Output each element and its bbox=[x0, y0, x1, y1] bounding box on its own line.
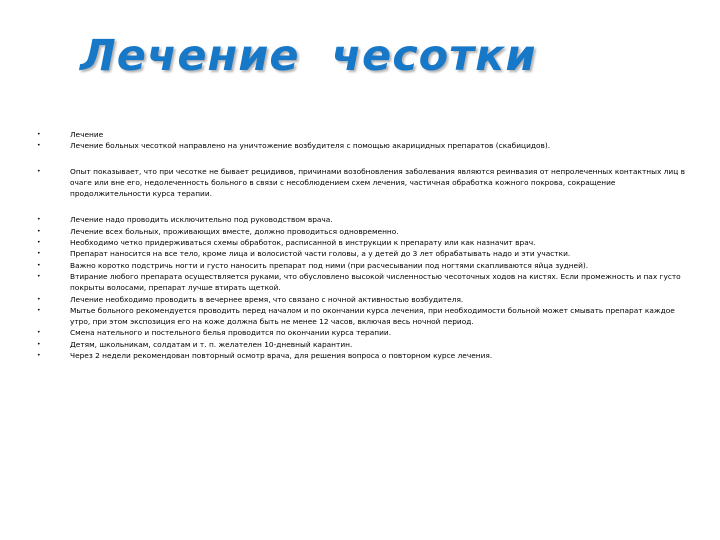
bullet-dot-icon: • bbox=[37, 239, 41, 247]
bullet-item bbox=[37, 305, 687, 328]
bullet-text: Необходимо четко придерживаться схемы обработок, расписанной в инструкции к препарату или как назначит врач. bbox=[70, 238, 536, 248]
bullet-item bbox=[37, 294, 687, 305]
bullet-item bbox=[37, 260, 687, 271]
bullet-list bbox=[37, 129, 687, 361]
bullet-item bbox=[37, 271, 687, 294]
bullet-text: Опыт показывает, что при чесотке не бывает рецидивов, причинами возобновления заболевания являются реинвазия от непролеченных контактных лиц в очаге или вне его, недолеченность больного в связи с несоблюдением схем лечения, частичная обработка кожного покрова, сокращение продолжительности курса терапии. bbox=[70, 166, 685, 199]
bullet-dot-icon: • bbox=[37, 295, 41, 303]
bullet-text: Препарат наносится на все тело, кроме лица и волосистой части головы, а у детей до 3 лет обрабатывать надо и эти участки. bbox=[70, 249, 571, 259]
bullet-item bbox=[37, 226, 687, 237]
bullet-dot-icon: • bbox=[37, 329, 41, 337]
bullet-dot-icon: • bbox=[37, 272, 41, 280]
bullet-text: Смена нательного и постельного белья проводится по окончании курса терапии. bbox=[70, 328, 392, 338]
bullet-text: Втирание любого препарата осуществляется руками, что обусловлено высокой численностью чесоточных ходов на кистях. Если промежность и пах густо покрыты волосами, препарат лучше втирать щеткой. bbox=[70, 271, 681, 293]
bullet-item bbox=[37, 237, 687, 248]
bullet-item bbox=[37, 214, 687, 225]
bullet-dot-icon: • bbox=[37, 142, 41, 150]
bullet-item bbox=[37, 129, 687, 140]
bullet-text: Детям, школьникам, солдатам и т. п. желателен 10-дневный карантин. bbox=[70, 339, 353, 349]
bullet-item bbox=[37, 140, 687, 151]
bullet-dot-icon: • bbox=[37, 167, 41, 175]
bullet-dot-icon: • bbox=[37, 250, 41, 258]
bullet-text: Лечение больных чесоткой направлено на уничтожение возбудителя с помощью акарицидных препаратов (скабицидов). bbox=[70, 141, 551, 151]
bullet-text: Мытье больного рекомендуется проводить перед началом и по окончании курса лечения, при необходимости больной может смывать препарат каждое утро, при этом экспозиция его на коже должна быть не менее 12 часов, включая весь ночной период. bbox=[70, 305, 675, 327]
bullet-dot-icon: • bbox=[37, 340, 41, 348]
bullet-item bbox=[37, 339, 687, 350]
bullet-text: Лечение всех больных, проживающих вместе, должно проводиться одновременно. bbox=[70, 226, 399, 236]
bullet-text: Лечение надо проводить исключительно под руководством врача. bbox=[70, 215, 333, 225]
bullet-dot-icon: • bbox=[37, 216, 41, 224]
bullet-dot-icon: • bbox=[37, 131, 41, 138]
bullet-text: Важно коротко подстричь ногти и густо наносить препарат под ними (при расчесывании под ногтями скапливаются яйца зудней). bbox=[70, 260, 589, 270]
bullet-dot-icon: • bbox=[37, 352, 41, 360]
bullet-text: Лечение необходимо проводить в вечернее время, что связано с ночной активностью возбудителя. bbox=[70, 294, 464, 304]
bullet-dot-icon: • bbox=[37, 306, 41, 314]
bullet-item bbox=[37, 327, 687, 338]
bullet-item bbox=[37, 166, 687, 200]
bullet-dot-icon: • bbox=[37, 261, 41, 269]
bullet-item bbox=[37, 350, 687, 361]
bullet-dot-icon: • bbox=[37, 227, 41, 235]
bullet-item bbox=[37, 248, 687, 259]
bullet-text: Через 2 недели рекомендован повторный осмотр врача, для решения вопроса о повторном курсе лечения. bbox=[70, 351, 493, 361]
slide-title: Лечение чесотки bbox=[80, 31, 537, 81]
bullet-text: Лечение bbox=[70, 130, 104, 139]
